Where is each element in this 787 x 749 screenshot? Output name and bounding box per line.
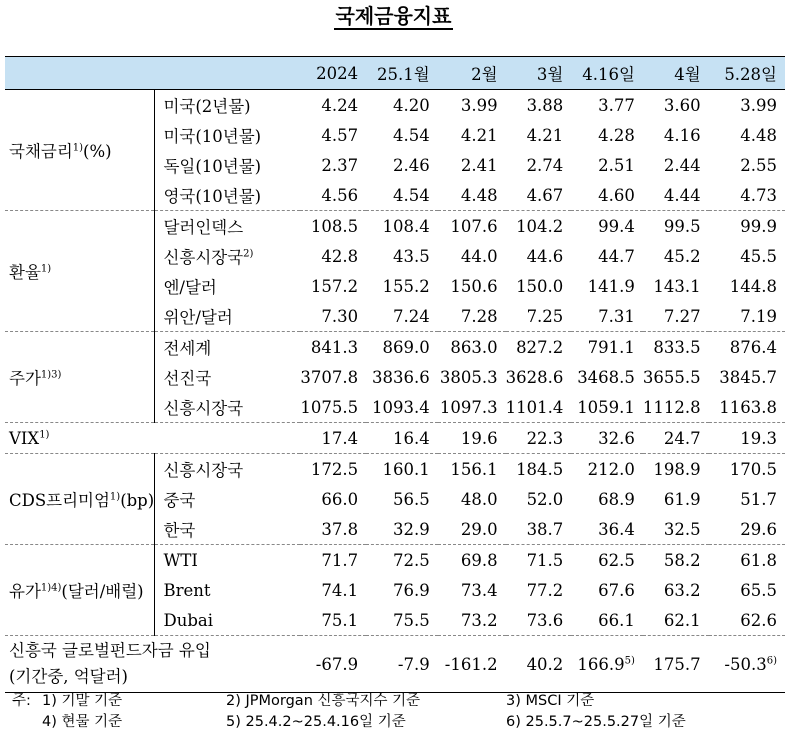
table-cell: 44.0 — [460, 246, 498, 266]
row-label-text: 엔/달러 — [163, 278, 217, 297]
table-cell — [571, 636, 643, 693]
table-cell: 144.8 — [729, 276, 777, 296]
group-unit: (bp) — [120, 491, 155, 510]
table-cell: 4.56 — [321, 185, 359, 205]
table-cell: 7.27 — [663, 306, 701, 326]
cell-value: 166.9 — [577, 654, 625, 674]
table-cell: 157.2 — [310, 276, 359, 296]
row-label — [155, 150, 300, 180]
table-cell: 184.5 — [506, 454, 572, 485]
table-cell: 150.6 — [450, 276, 498, 296]
table-cell: 75.1 — [321, 610, 359, 630]
row-label — [155, 392, 300, 423]
table-cell: 7.30 — [321, 306, 359, 326]
table-cell: 3468.5 — [577, 367, 635, 387]
table-cell: 73.6 — [526, 610, 564, 630]
group-sup: 1) — [72, 142, 84, 154]
group-sup: 1)3) — [40, 369, 62, 381]
table-cell: 48.0 — [460, 489, 498, 509]
row-label-text: 중국 — [163, 491, 196, 510]
group-label — [5, 545, 155, 636]
row-label-text: 한국 — [163, 521, 196, 540]
row-label — [155, 454, 300, 485]
table-cell — [366, 636, 438, 693]
group-name: 주가 — [9, 369, 41, 388]
row-label — [155, 605, 300, 636]
table-cell: 71.5 — [506, 545, 572, 576]
row-label — [155, 362, 300, 392]
table-cell: 4.21 — [460, 125, 498, 145]
row-label — [155, 301, 300, 332]
table-cell: 61.8 — [709, 545, 785, 576]
table-cell: 44.6 — [526, 246, 564, 266]
table-cell: 61.9 — [663, 489, 701, 509]
table-cell: 869.0 — [366, 332, 438, 363]
table-cell: 4.73 — [740, 185, 777, 205]
group-label — [5, 332, 155, 423]
row-label-text: 신흥시장국 — [163, 248, 244, 267]
table-cell: 4.28 — [598, 125, 635, 145]
header-row — [5, 57, 785, 90]
row-label — [155, 271, 300, 301]
group-sup: 1) — [109, 491, 121, 503]
table-cell: 1075.5 — [300, 397, 359, 417]
table-cell: 66.0 — [321, 489, 359, 509]
cell-value: -67.9 — [315, 654, 359, 674]
row-label — [155, 545, 300, 576]
cell-sup: 6) — [766, 655, 777, 666]
col-header: 4월 — [643, 57, 709, 90]
note-4: 4) 현물 기준 — [42, 714, 123, 730]
row-label-text: 선진국 — [163, 369, 212, 388]
row-label-text: 미국(2년물) — [163, 97, 251, 116]
table-cell: 72.5 — [366, 545, 438, 576]
table-cell — [709, 636, 785, 693]
table-cell: 2.37 — [321, 155, 359, 175]
table-cell: 155.2 — [382, 276, 430, 296]
row-label-text: 미국(10년물) — [163, 127, 262, 146]
group-name: VIX — [9, 428, 40, 448]
table-cell: 43.5 — [392, 246, 430, 266]
table-row — [5, 454, 785, 485]
table-cell: 7.19 — [740, 306, 777, 326]
table-cell: 2.55 — [740, 155, 777, 175]
table-cell: 107.6 — [438, 211, 506, 242]
table-cell: 2.51 — [598, 155, 635, 175]
fund-flow-label — [5, 636, 300, 693]
group-sup: 1) — [40, 263, 52, 275]
table-cell: 51.7 — [740, 489, 777, 509]
cell-value: 40.2 — [526, 654, 564, 674]
table-cell: 4.67 — [526, 185, 564, 205]
table-cell: 104.2 — [506, 211, 572, 242]
table-cell: 198.9 — [643, 454, 709, 485]
group-name: 국채금리 — [9, 142, 73, 161]
table-cell: 29.6 — [740, 519, 777, 539]
table-cell: 3845.7 — [719, 367, 777, 387]
table-cell: 69.8 — [438, 545, 506, 576]
table-cell: 212.0 — [571, 454, 643, 485]
table-cell: 17.4 — [300, 423, 366, 454]
table-cell: 172.5 — [300, 454, 366, 485]
table-cell: 108.4 — [366, 211, 438, 242]
col-header: 2월 — [438, 57, 506, 90]
table-cell: 143.1 — [653, 276, 701, 296]
col-header: 5.28일 — [709, 57, 785, 90]
col-header: 4.16일 — [571, 57, 643, 90]
table-cell: 141.9 — [587, 276, 635, 296]
table-cell: 38.7 — [526, 519, 564, 539]
note-5: 5) 25.4.2~25.4.16일 기준 — [226, 714, 406, 730]
table-cell: 19.6 — [438, 423, 506, 454]
table-cell: 99.4 — [571, 211, 643, 242]
table-row — [5, 636, 785, 693]
table-cell: 52.0 — [526, 489, 564, 509]
cell-value: -50.3 — [724, 654, 767, 674]
table-cell: 3655.5 — [642, 367, 701, 387]
table-cell: 24.7 — [643, 423, 709, 454]
table-cell: 3707.8 — [300, 367, 359, 387]
table-cell: 4.54 — [392, 185, 430, 205]
cell-value: -7.9 — [397, 654, 430, 674]
table-cell: 74.1 — [321, 580, 359, 600]
table-cell: 62.5 — [571, 545, 643, 576]
cell-sup: 5) — [624, 655, 635, 666]
table-cell: 4.48 — [460, 185, 498, 205]
table-cell: 170.5 — [709, 454, 785, 485]
table-cell: 19.3 — [709, 423, 785, 454]
fund-flow-label-line: (기간중, 억달러) — [9, 667, 128, 686]
table-cell: 4.21 — [526, 125, 564, 145]
note-6: 6) 25.5.7~25.5.27일 기준 — [506, 714, 686, 730]
table-cell: 29.0 — [460, 519, 498, 539]
table-cell: 68.9 — [598, 489, 635, 509]
table-cell: 65.5 — [740, 580, 777, 600]
row-label-text: 신흥시장국 — [163, 461, 244, 480]
row-label-text: 독일(10년물) — [163, 157, 262, 176]
table-cell: 73.4 — [460, 580, 498, 600]
group-label — [5, 423, 300, 454]
table-cell: 4.48 — [740, 125, 777, 145]
table-cell: 22.3 — [506, 423, 572, 454]
group-label — [5, 90, 155, 211]
table-cell: 45.5 — [740, 246, 777, 266]
group-unit: (%) — [83, 142, 112, 161]
table-cell: 67.6 — [598, 580, 635, 600]
table-cell: 4.44 — [663, 185, 701, 205]
col-header: 2024 — [300, 57, 366, 90]
table-cell: 1059.1 — [577, 397, 635, 417]
table-cell: 3.88 — [526, 95, 564, 115]
table-cell: 3805.3 — [439, 367, 498, 387]
table-cell: 863.0 — [438, 332, 506, 363]
row-label — [155, 120, 300, 150]
table-cell: 1112.8 — [642, 397, 701, 417]
fund-flow-label-line: 신흥국 글로벌펀드자금 유입 — [9, 641, 211, 660]
table-cell — [438, 636, 506, 693]
table-cell: 841.3 — [300, 332, 366, 363]
table-cell: 71.7 — [300, 545, 366, 576]
cell-value: -161.2 — [444, 654, 498, 674]
row-label — [155, 90, 300, 121]
table-cell: 791.1 — [571, 332, 643, 363]
table-cell: 2.44 — [663, 155, 701, 175]
row-label — [155, 211, 300, 242]
note-prefix: 주: — [12, 693, 31, 709]
table-cell: 62.1 — [663, 610, 701, 630]
row-label-text: WTI — [163, 550, 198, 570]
row-label — [155, 514, 300, 545]
table-cell: 1101.4 — [505, 397, 564, 417]
row-label — [155, 241, 300, 271]
table-cell — [506, 636, 572, 693]
table-cell: 160.1 — [366, 454, 438, 485]
group-name: CDS프리미엄 — [9, 491, 110, 510]
note-2: 2) JPMorgan 신흥국지수 기준 — [226, 693, 421, 709]
group-sup: 1)4) — [40, 582, 62, 594]
table-cell: 4.16 — [663, 125, 701, 145]
table-cell: 77.2 — [526, 580, 564, 600]
table-cell: 827.2 — [506, 332, 572, 363]
table-cell: 56.5 — [392, 489, 430, 509]
table-cell: 16.4 — [366, 423, 438, 454]
table-cell: 62.6 — [740, 610, 777, 630]
table-cell: 76.9 — [392, 580, 430, 600]
table-cell: 2.74 — [526, 155, 564, 175]
col-header: 25.1월 — [366, 57, 438, 90]
group-label — [5, 454, 155, 545]
row-label-text: Brent — [163, 580, 211, 600]
note-3: 3) MSCI 기준 — [506, 693, 595, 709]
table-cell: 150.0 — [516, 276, 564, 296]
table-row — [5, 545, 785, 576]
table-cell: 7.24 — [392, 306, 430, 326]
table-cell: 833.5 — [643, 332, 709, 363]
table-cell: 4.24 — [321, 95, 359, 115]
table-cell: 7.28 — [460, 306, 498, 326]
row-label — [155, 332, 300, 363]
table-cell: 3836.6 — [371, 367, 430, 387]
row-label — [155, 180, 300, 211]
group-name: 유가 — [9, 582, 41, 601]
table-cell: 73.2 — [460, 610, 498, 630]
table-cell: 32.6 — [571, 423, 643, 454]
table-cell — [643, 636, 709, 693]
footnotes — [12, 691, 686, 733]
table-cell: 876.4 — [709, 332, 785, 363]
table-cell: 58.2 — [643, 545, 709, 576]
table-cell: 1097.3 — [439, 397, 498, 417]
page-title: 국제금융지표 — [335, 4, 452, 28]
group-unit: (달러/배럴) — [61, 582, 144, 601]
group-label — [5, 211, 155, 332]
row-label-text: 신흥시장국 — [163, 399, 244, 418]
table-cell: 99.9 — [709, 211, 785, 242]
table-cell: 32.5 — [663, 519, 701, 539]
table-cell: 4.57 — [321, 125, 359, 145]
table-cell: 75.5 — [392, 610, 430, 630]
table-cell: 63.2 — [663, 580, 701, 600]
row-label — [155, 575, 300, 605]
table-row — [5, 423, 785, 454]
table-cell — [300, 636, 366, 693]
row-label-text: 전세계 — [163, 339, 212, 358]
table-cell: 4.20 — [392, 95, 430, 115]
table-cell: 156.1 — [438, 454, 506, 485]
table-cell: 99.5 — [643, 211, 709, 242]
table-cell: 42.8 — [321, 246, 359, 266]
row-label-text: 위안/달러 — [163, 308, 233, 327]
table-cell: 32.9 — [392, 519, 430, 539]
table-cell: 3.77 — [598, 95, 635, 115]
row-label-sup: 2) — [243, 248, 254, 260]
table-cell: 44.7 — [598, 246, 635, 266]
row-label-text: 달러인덱스 — [163, 218, 244, 237]
table-cell: 3628.6 — [505, 367, 564, 387]
table-row — [5, 90, 785, 121]
table-row — [5, 211, 785, 242]
group-name: 환율 — [9, 263, 41, 282]
row-label — [155, 484, 300, 514]
table-cell: 1093.4 — [371, 397, 430, 417]
table-row — [5, 332, 785, 363]
table-cell: 108.5 — [300, 211, 366, 242]
table-cell: 4.60 — [598, 185, 635, 205]
table-cell: 45.2 — [663, 246, 701, 266]
note-1: 1) 기말 기준 — [42, 693, 123, 709]
table-cell: 3.60 — [663, 95, 701, 115]
table-cell: 3.99 — [740, 95, 777, 115]
row-label-text: Dubai — [163, 610, 214, 630]
table-cell: 2.46 — [392, 155, 430, 175]
table-cell: 4.54 — [392, 125, 430, 145]
table-cell: 7.31 — [598, 306, 635, 326]
row-label-text: 영국(10년물) — [163, 187, 262, 206]
table-cell: 2.41 — [460, 155, 498, 175]
table-cell: 36.4 — [598, 519, 635, 539]
group-sup: 1) — [39, 429, 50, 440]
table-cell: 37.8 — [321, 519, 359, 539]
cell-value: 175.7 — [653, 654, 701, 674]
col-header: 3월 — [506, 57, 572, 90]
table-cell: 3.99 — [460, 95, 498, 115]
table-cell: 1163.8 — [719, 397, 777, 417]
table-cell: 7.25 — [526, 306, 564, 326]
table-cell: 66.1 — [598, 610, 635, 630]
indicator-table — [5, 56, 785, 693]
